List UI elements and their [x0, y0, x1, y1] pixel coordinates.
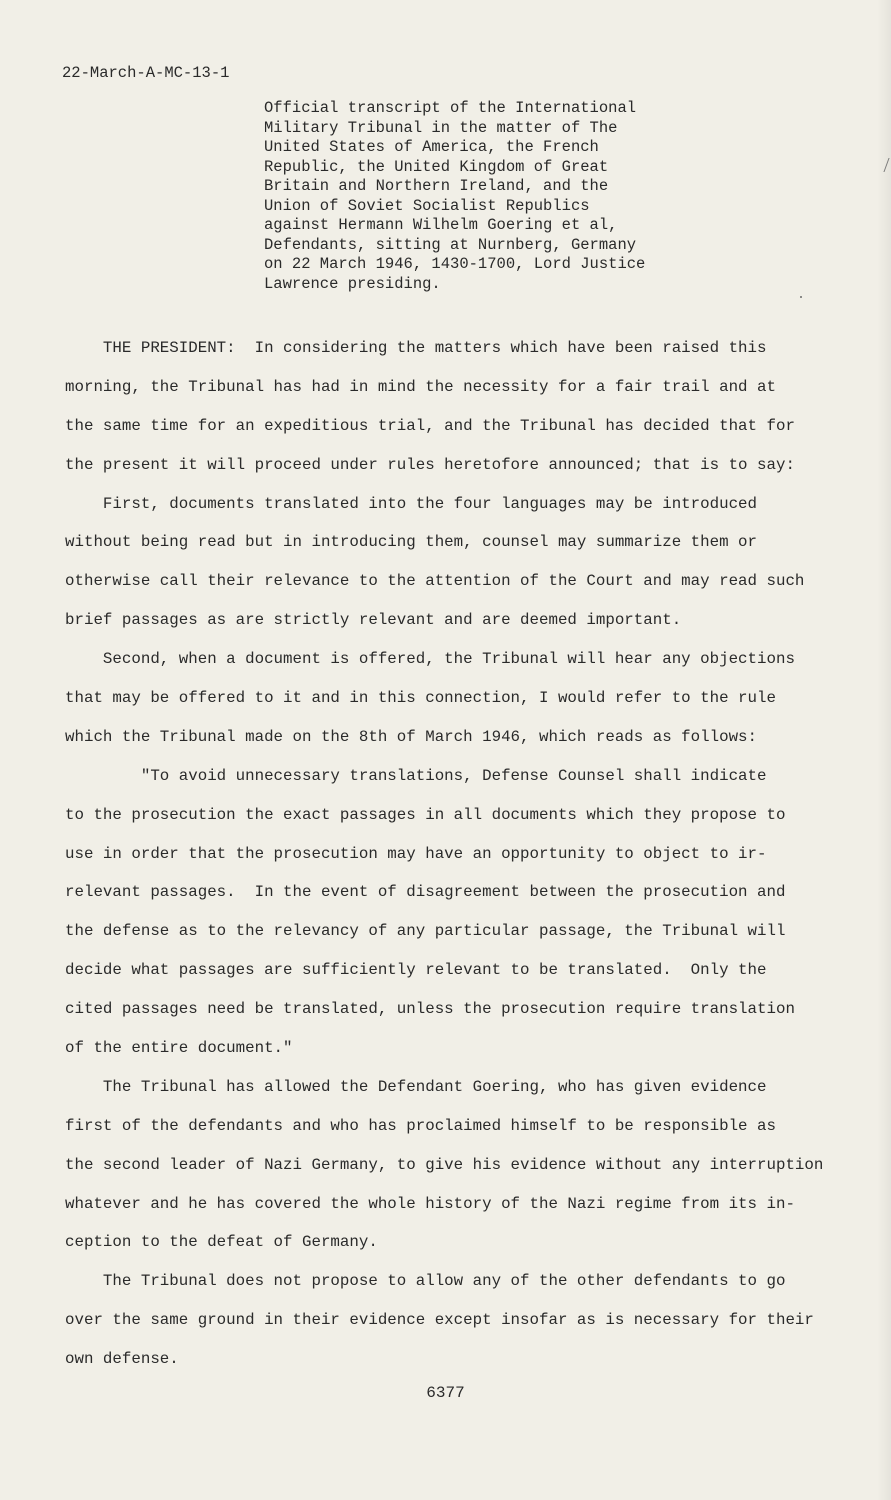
header-line: Lawrence presiding.: [264, 274, 441, 293]
body-line: Second, when a document is offered, the Tribunal will hear any objections: [65, 650, 795, 669]
header-line: Republic, the United Kingdom of Great: [264, 157, 609, 176]
transcript-header: [264, 99, 645, 294]
body-line: decide what passages are sufficiently relevant to be translated. Only the: [65, 961, 767, 980]
body-line: without being read but in introducing them, counsel may summarize them or: [65, 533, 758, 552]
header-line: Official transcript of the International: [264, 99, 637, 117]
header-line: against Hermann Wilhelm Goering et al,: [264, 216, 618, 234]
header-line: on 22 March 1946, 1430-1700, Lord Justice: [264, 255, 646, 273]
body-line: ception to the defeat of Germany.: [65, 1233, 378, 1252]
body-line: First, documents translated into the four languages may be introduced: [65, 494, 758, 513]
body-line: own defense.: [65, 1350, 179, 1369]
header-line: Defendants, sitting at Nurnberg, Germany: [264, 235, 637, 254]
body-line: brief passages as are strictly relevant and are deemed important.: [65, 611, 682, 630]
body-line: use in order that the prosecution may have an opportunity to object to ir-: [65, 844, 767, 863]
body-line: the present it will proceed under rules heretofore announced; that is to say:: [65, 455, 795, 474]
body-line: THE PRESIDENT: In considering the matters which have been raised this: [65, 339, 767, 357]
body-line: the same time for an expeditious trial, and the Tribunal has decided that for: [65, 416, 795, 435]
body-line: otherwise call their relevance to the attention of the Court and may read such: [65, 572, 805, 591]
header-line: Britain and Northern Ireland, and the: [264, 177, 609, 195]
body-line: relevant passages. In the event of disagreement between the prosecution and: [65, 883, 786, 902]
body-line: the second leader of Nazi Germany, to give his evidence without any interruption: [65, 1155, 824, 1174]
body-line: that may be offered to it and in this connection, I would refer to the rule: [65, 689, 776, 708]
body-line: the defense as to the relevancy of any particular passage, the Tribunal will: [65, 922, 786, 941]
body-line: "To avoid unnecessary translations, Defense Counsel shall indicate: [65, 766, 767, 785]
body-line: morning, the Tribunal has had in mind the necessity for a fair trail and at: [65, 377, 776, 396]
body-line: first of the defendants and who has proclaimed himself to be responsible as: [65, 1116, 776, 1135]
body-line: The Tribunal does not propose to allow any of the other defendants to go: [65, 1272, 786, 1291]
body-line: over the same ground in their evidence except insofar as is necessary for their: [65, 1311, 814, 1330]
header-line: Union of Soviet Socialist Republics: [264, 196, 590, 215]
page-number: 6377: [426, 1384, 465, 1402]
body-line: to the prosecution the exact passages in all documents which they propose to: [65, 805, 786, 824]
page-edge-shadow: [877, 0, 891, 1500]
body-line: which the Tribunal made on the 8th of March 1946, which reads as follows:: [65, 727, 758, 746]
ink-speck: [800, 296, 802, 298]
header-line: Military Tribunal in the matter of The: [264, 118, 618, 137]
header-line: United States of America, the French: [264, 138, 599, 156]
body-line: whatever and he has covered the whole history of the Nazi regime from its in-: [65, 1194, 795, 1213]
document-reference-code: 22-March-A-MC-13-1: [62, 64, 230, 82]
body-line: of the entire document.": [65, 1039, 293, 1058]
body-line: cited passages need be translated, unless the prosecution require translation: [65, 1000, 795, 1019]
body-line: The Tribunal has allowed the Defendant Goering, who has given evidence: [65, 1077, 767, 1096]
transcript-body: [65, 329, 855, 1379]
